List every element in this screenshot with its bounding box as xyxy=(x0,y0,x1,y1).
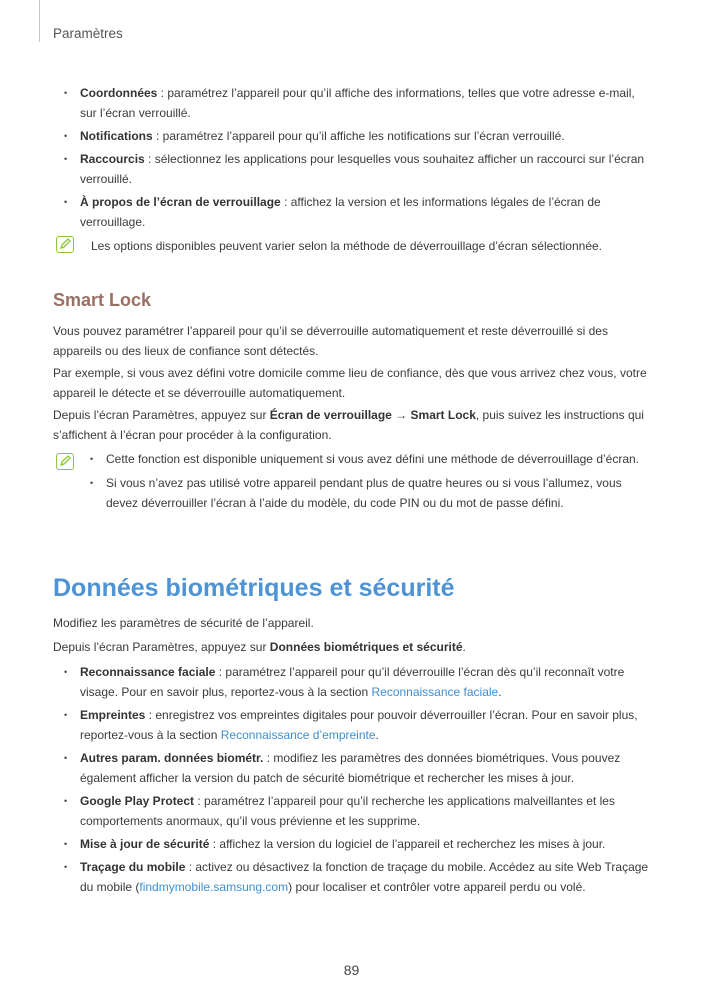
section-link[interactable]: Reconnaissance faciale xyxy=(371,685,499,699)
section-title-smart-lock: Smart Lock xyxy=(53,290,152,310)
list-item: • Si vous n’avez pas utilisé votre appareil pendant plus de quatre heures ou si vous l’allumez, vous devez déverrouiller l’écran à l’aide du modèle, du code PIN ou du mot de passe défini. xyxy=(90,473,650,513)
item-text: : sélectionnez les applications pour lesquelles vous souhaitez afficher un raccourci sur l’écran verrouillé. xyxy=(80,152,645,186)
item-text: : enregistrez vos empreintes digitales pour pouvoir déverrouiller l’écran. Pour en savoir plus, reportez-vous à la section xyxy=(80,708,638,742)
header-rule xyxy=(39,0,40,42)
paragraph xyxy=(53,637,651,657)
page-number: 89 xyxy=(343,962,360,978)
item-term: Google Play Protect xyxy=(80,794,195,808)
item-text: : affichez la version du logiciel de l’appareil et recherchez les mises à jour. xyxy=(209,837,606,851)
item-term: Notifications xyxy=(80,129,153,143)
menu-path-item: Smart Lock xyxy=(410,408,476,422)
list-item xyxy=(64,791,654,831)
item-term: Reconnaissance faciale xyxy=(80,665,216,679)
list-item xyxy=(64,149,654,189)
list-item xyxy=(64,126,654,146)
item-text: : affichez la version et les informations légales de l’écran de verrouillage. xyxy=(80,195,601,229)
item-text: . xyxy=(498,685,502,699)
section-title-biometrics: Données biométriques et sécurité xyxy=(53,574,455,602)
paragraph: Vous pouvez paramétrer l’appareil pour qu’il se déverrouille automatiquement et reste déverrouillé si des appareils ou des lieux de confiance sont détectés. xyxy=(53,324,608,358)
biometrics-options-list xyxy=(64,662,654,900)
item-term: Mise à jour de sécurité xyxy=(80,837,210,851)
item-term: Autres param. données biométr. xyxy=(80,751,264,765)
list-item xyxy=(64,662,654,702)
item-text: . xyxy=(375,728,379,742)
menu-path-item: Données biométriques et sécurité xyxy=(269,640,463,654)
section-link[interactable]: Reconnaissance d’empreinte xyxy=(220,728,376,742)
item-term: À propos de l’écran de verrouillage xyxy=(80,195,281,209)
item-text: : modifiez les paramètres des données biométriques. Vous pouvez également afficher la version du patch de sécurité biométrique et rechercher les mises à jour. xyxy=(80,751,621,785)
list-item xyxy=(64,834,654,854)
item-text: : paramétrez l’appareil pour qu’il affiche les notifications sur l’écran verrouillé. xyxy=(152,129,565,143)
lock-screen-options-list xyxy=(64,83,654,235)
item-text: : paramétrez l’appareil pour qu’il affiche des informations, telles que votre adresse e-mail, sur l’écran verrouillé. xyxy=(80,86,635,120)
note-icon xyxy=(56,236,74,253)
page-header: Paramètres xyxy=(53,26,123,41)
item-text: ) pour localiser et contrôler votre appareil perdu ou volé. xyxy=(288,880,586,894)
paragraph: Modifiez les paramètres de sécurité de l’appareil. xyxy=(53,616,314,630)
list-item xyxy=(64,192,654,232)
item-term: Raccourcis xyxy=(80,152,145,166)
website-link[interactable]: findmymobile.samsung.com xyxy=(139,880,289,894)
note-icon xyxy=(56,453,74,470)
note-text: Les options disponibles peuvent varier selon la méthode de déverrouillage d’écran sélectionnée. xyxy=(91,239,602,253)
text: Depuis l’écran Paramètres, appuyez sur xyxy=(53,640,270,654)
paragraph xyxy=(53,405,651,445)
item-term: Empreintes xyxy=(80,708,146,722)
item-term: Coordonnées xyxy=(80,86,158,100)
paragraph: Par exemple, si vous avez défini votre domicile comme lieu de confiance, dès que vous arrivez chez vous, votre appareil le détecte et se déverrouille automatiquement. xyxy=(53,366,647,400)
list-item xyxy=(64,83,654,123)
arrow: → xyxy=(391,408,411,422)
list-item xyxy=(64,857,654,897)
menu-path-item: Écran de verrouillage xyxy=(269,408,392,422)
item-text: : paramétrez l’appareil pour qu’il recherche les applications malveillantes et les comportements anormaux, qu’il vous prévienne et les supprime. xyxy=(80,794,615,828)
text: , puis suivez les instructions qui s’affichent à l’écran pour procéder à la configuration. xyxy=(53,408,644,442)
text: Depuis l’écran Paramètres, appuyez sur xyxy=(53,408,270,422)
list-item xyxy=(64,748,654,788)
list-item xyxy=(64,705,654,745)
text: . xyxy=(462,640,466,654)
item-text: : paramétrez l’appareil pour qu’il déverrouille l’écran dès qu’il reconnaît votre visage. Pour en savoir plus, reportez-vous à la section xyxy=(80,665,625,699)
smart-lock-notes-list xyxy=(90,449,650,516)
item-term: Traçage du mobile xyxy=(80,860,186,874)
item-text: : activez ou désactivez la fonction de traçage du mobile. Accédez au site Web Traçage du mobile ( xyxy=(80,860,649,894)
list-item: • Cette fonction est disponible uniquement si vous avez défini une méthode de déverrouillage d’écran. xyxy=(90,449,650,469)
